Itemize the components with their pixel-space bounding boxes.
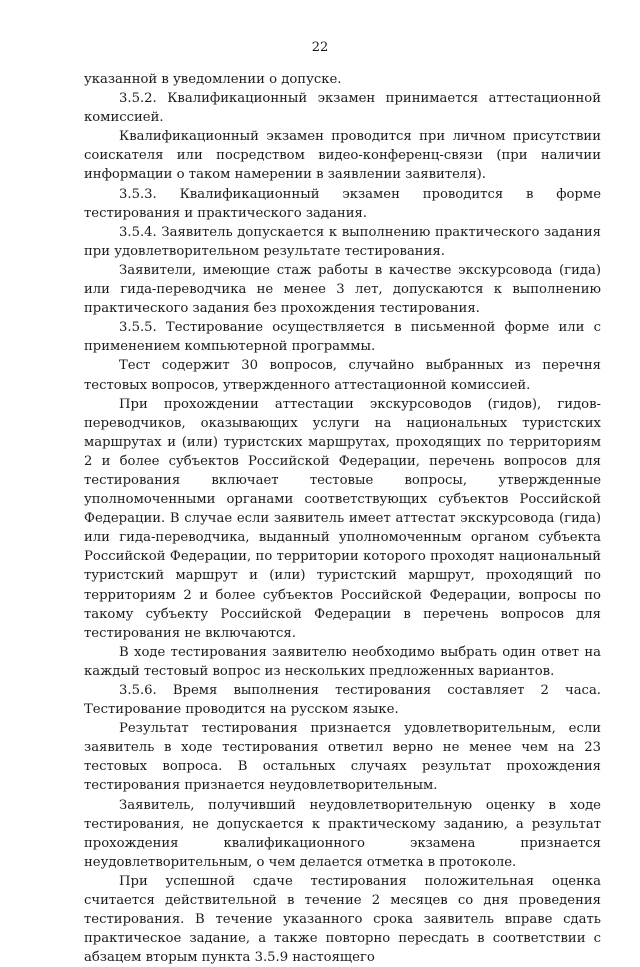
paragraph-experience-exemption: Заявители, имеющие стаж работы в качестве экскурсовода (гида) или гида-переводчика не менее 3 лет, допускаются к выполнению практического задания без прохождения тестирования. (84, 262, 601, 317)
paragraph-multiregion-routes: При прохождении аттестации экскурсоводов (гидов), гидов-переводчиков, оказывающих услуги на национальных туристских маршрутах и (или) туристских маршрутах, проходящих по территориям 2 и более субъектов Российской Федерации, перечень вопросов для тестирования включает тестовые вопросы, утвержденные уполномоченными органами соответствующих субъектов Российской Федерации. В случае если заявитель имеет аттестат экскурсовода (гида) или гида-переводчика, выданный уполномоченным органом субъекта Российской Федерации, по территории которого проходят национальный туристский маршрут и (или) туристский маршрут, проходящий по территориям 2 и более субъектов Российской Федерации, вопросы по такому субъекту Российской Федерации в перечень вопросов для тестирования не включаются. (84, 396, 601, 641)
paragraph-3-5-4: 3.5.4. Заявитель допускается к выполнению практического задания при удовлетворительном результате тестирования. (84, 224, 601, 259)
paragraph-result-validity: При успешной сдаче тестирования положительная оценка считается действительной в течение 2 месяцев со дня проведения тестирования. В течение указанного срока заявитель вправе сдать практическое задание, а также повторно пересдать в соответствии с абзацем вторым пункта 3.5.9 настоящего (84, 873, 601, 966)
document-body (84, 70, 601, 967)
paragraph-3-5-2: 3.5.2. Квалификационный экзамен принимается аттестационной комиссией. (84, 91, 601, 126)
page-number: 22 (311, 40, 329, 55)
paragraph-fail-consequence: Заявитель, получивший неудовлетворительную оценку в ходе тестирования, не допускается к практическому заданию, а результат прохождения квалификационного экзамена признается неудовлетворительным, о чем делается отметка в протоколе. (84, 797, 601, 870)
paragraph-3-5-5: 3.5.5. Тестирование осуществляется в письменной форме или с применением компьютерной программы. (84, 320, 601, 355)
paragraph-continuation: указанной в уведомлении о допуске. (84, 72, 342, 87)
paragraph-3-5-6: 3.5.6. Время выполнения тестирования составляет 2 часа. Тестирование проводится на русском языке. (84, 683, 601, 718)
paragraph-answer-selection: В ходе тестирования заявителю необходимо выбрать один ответ на каждый тестовый вопрос из нескольких предложенных вариантов. (84, 644, 601, 679)
paragraph-pass-threshold: Результат тестирования признается удовлетворительным, если заявитель в ходе тестирования ответил верно не менее чем на 23 тестовых вопроса. В остальных случаях результат прохождения тестирования признается неудовлетворительным. (84, 721, 601, 794)
paragraph-exam-presence: Квалификационный экзамен проводится при личном присутствии соискателя или посредством видео-конференц-связи (при наличии информации о таком намерении в заявлении заявителя). (84, 129, 601, 183)
paragraph-test-contents: Тест содержит 30 вопросов, случайно выбранных из перечня тестовых вопросов, утвержденного аттестационной комиссией. (84, 358, 601, 393)
paragraph-3-5-3: 3.5.3. Квалификационный экзамен проводится в форме тестирования и практического задания. (84, 186, 601, 221)
